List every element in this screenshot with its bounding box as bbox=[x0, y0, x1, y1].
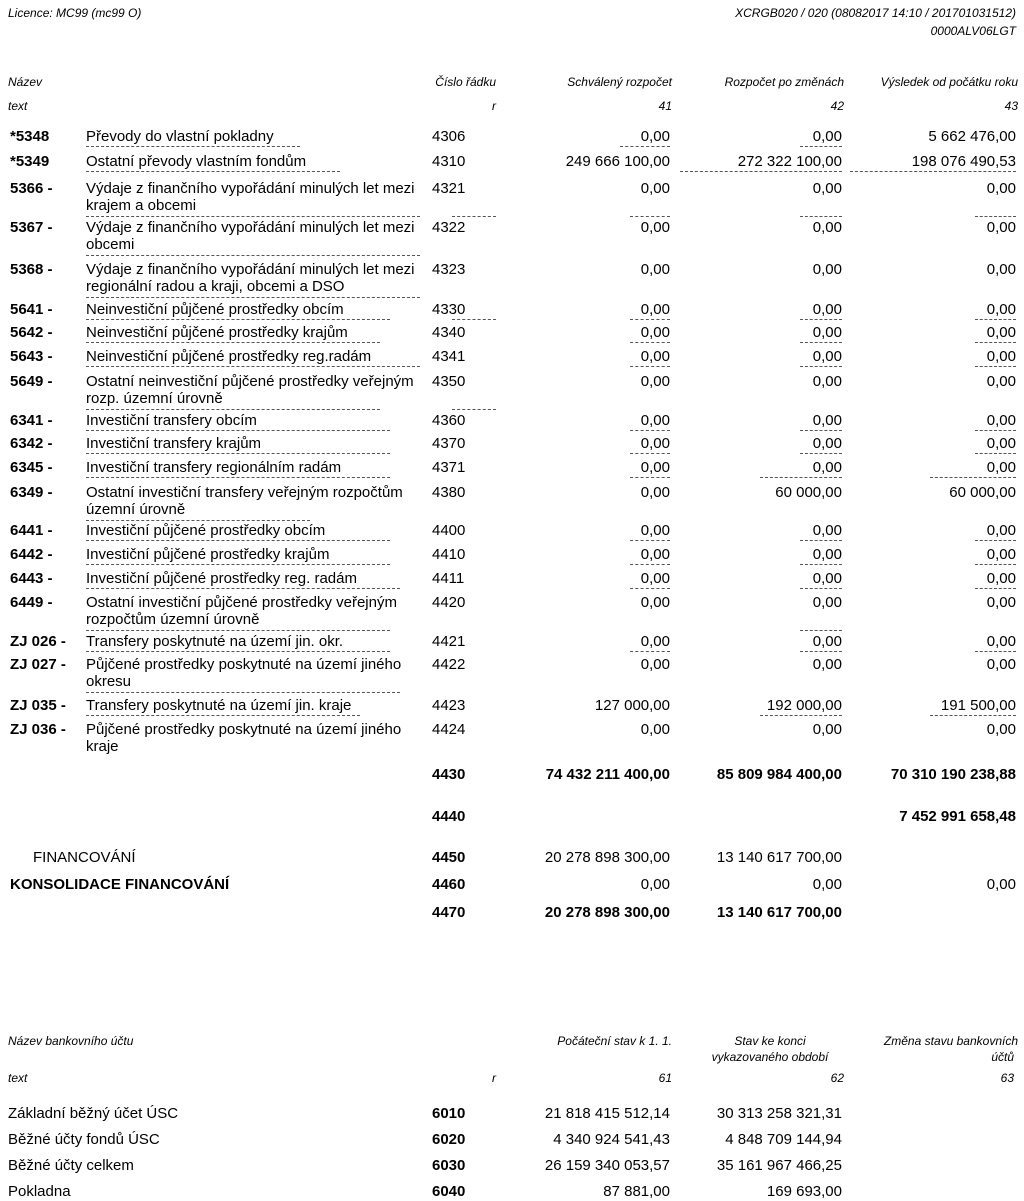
bank-row-number: 6010 bbox=[432, 1105, 466, 1122]
row-divider bbox=[86, 692, 400, 693]
row-after-changes: 0,00 bbox=[812, 656, 842, 673]
row-approved: 127 000,00 bbox=[594, 697, 670, 714]
row-approved: 0,00 bbox=[640, 324, 670, 341]
row-number: 4421 bbox=[432, 633, 466, 650]
konsolidace-result: 0,00 bbox=[986, 876, 1016, 893]
bank-change-label-2: účtů bbox=[991, 1050, 1014, 1064]
row-name: Výdaje z finančního vypořádání minulých let mezi obcemi bbox=[86, 219, 415, 253]
row-divider bbox=[86, 216, 420, 217]
row-divider bbox=[452, 216, 496, 217]
row-result: 191 500,00 bbox=[940, 697, 1016, 714]
row-result: 0,00 bbox=[986, 261, 1016, 278]
row-divider bbox=[975, 453, 1016, 454]
bank-row-end: 35 161 967 466,25 bbox=[716, 1157, 842, 1174]
row-name: Půjčené prostředky poskytnuté na území jiného okresu bbox=[86, 656, 402, 690]
row-name: Investiční půjčené prostředky krajům bbox=[86, 546, 330, 563]
row-name: Neinvestiční půjčené prostředky krajům bbox=[86, 324, 348, 341]
total-4430-approved: 74 432 211 400,00 bbox=[545, 766, 670, 783]
bank-row-number: 6020 bbox=[432, 1131, 466, 1148]
bank-row-number: 6040 bbox=[432, 1183, 466, 1200]
row-divider bbox=[975, 540, 1016, 541]
row-divider bbox=[86, 630, 390, 631]
row-approved: 0,00 bbox=[640, 484, 670, 501]
row-code: 6349 - bbox=[10, 484, 53, 501]
row-divider bbox=[86, 409, 380, 410]
row-name: Investiční transfery regionálním radám bbox=[86, 459, 342, 476]
row-number: 4422 bbox=[432, 656, 466, 673]
col-name-label: Název bbox=[8, 75, 43, 89]
row-approved: 0,00 bbox=[640, 348, 670, 365]
row-result: 0,00 bbox=[986, 180, 1016, 197]
row-divider bbox=[86, 477, 390, 478]
row-divider bbox=[760, 477, 842, 478]
row-approved: 0,00 bbox=[640, 435, 670, 452]
total-4430-result: 70 310 190 238,88 bbox=[890, 766, 1016, 783]
row-after-changes: 0,00 bbox=[812, 594, 842, 611]
row-result: 0,00 bbox=[986, 219, 1016, 236]
row-code: 5367 - bbox=[10, 219, 53, 236]
row-result: 0,00 bbox=[986, 373, 1016, 390]
row-after-changes: 0,00 bbox=[812, 219, 842, 236]
row-name: Výdaje z finančního vypořádání minulých let mezi regionální radou a kraji, obcemi a DSO bbox=[86, 261, 415, 295]
row-after-changes: 0,00 bbox=[812, 128, 842, 145]
row-number: 4322 bbox=[432, 219, 466, 236]
row-number: 4360 bbox=[432, 412, 466, 429]
row-after-changes: 0,00 bbox=[812, 546, 842, 563]
row-code: 5641 - bbox=[10, 301, 53, 318]
bank-end-label-2: vykazovaného období bbox=[711, 1050, 829, 1064]
row-divider bbox=[975, 366, 1016, 367]
col-41-label: 41 bbox=[658, 99, 672, 113]
row-number: 4370 bbox=[432, 435, 466, 452]
row-divider bbox=[800, 453, 842, 454]
row-approved: 0,00 bbox=[640, 721, 670, 738]
row-number: 4323 bbox=[432, 261, 466, 278]
row-divider bbox=[630, 564, 670, 565]
row-divider bbox=[86, 453, 390, 454]
row-result: 0,00 bbox=[986, 459, 1016, 476]
row-divider bbox=[630, 319, 670, 320]
row-result: 0,00 bbox=[986, 721, 1016, 738]
row-divider bbox=[86, 319, 390, 320]
row-after-changes: 60 000,00 bbox=[775, 484, 842, 501]
total-4430-after-changes: 85 809 984 400,00 bbox=[716, 766, 842, 783]
financovani-num: 4450 bbox=[432, 849, 466, 866]
row-code: 5643 - bbox=[10, 348, 53, 365]
row-divider bbox=[850, 171, 1016, 172]
row-code: ZJ 026 - bbox=[10, 633, 66, 650]
col-42-label: 42 bbox=[830, 99, 844, 113]
row-divider bbox=[930, 715, 1016, 716]
bank-end-label-1: Stav ke konci bbox=[734, 1034, 806, 1048]
row-code: 6441 - bbox=[10, 522, 53, 539]
bank-r-label: r bbox=[492, 1071, 496, 1085]
row-after-changes: 0,00 bbox=[812, 721, 842, 738]
row-number: 4420 bbox=[432, 594, 466, 611]
row-code: 5649 - bbox=[10, 373, 53, 390]
row-approved: 0,00 bbox=[640, 373, 670, 390]
row-after-changes: 0,00 bbox=[812, 522, 842, 539]
row-divider bbox=[975, 564, 1016, 565]
bank-start-label: Počáteční stav k 1. 1. bbox=[557, 1034, 672, 1048]
row-after-changes: 0,00 bbox=[812, 435, 842, 452]
row-name: Neinvestiční půjčené prostředky reg.radám bbox=[86, 348, 372, 365]
row-after-changes: 0,00 bbox=[812, 633, 842, 650]
row-code: 6341 - bbox=[10, 412, 53, 429]
row-approved: 0,00 bbox=[640, 261, 670, 278]
row-number: 4423 bbox=[432, 697, 466, 714]
bank-row-name: Základní běžný účet ÚSC bbox=[8, 1105, 179, 1122]
bank-col-63-label: 63 bbox=[1000, 1071, 1014, 1085]
bank-col-62-label: 62 bbox=[830, 1071, 844, 1085]
row-name: Investiční půjčené prostředky reg. radám bbox=[86, 570, 357, 587]
row-code: 6449 - bbox=[10, 594, 53, 611]
col-number-label: Číslo řádku bbox=[435, 75, 496, 89]
row-result: 0,00 bbox=[986, 656, 1016, 673]
row-number: 4341 bbox=[432, 348, 466, 365]
bank-change-label-1: Změna stavu bankovních bbox=[883, 1034, 1018, 1048]
row-name: Převody do vlastní pokladny bbox=[86, 128, 274, 145]
total-4470-approved: 20 278 898 300,00 bbox=[544, 904, 670, 921]
row-number: 4411 bbox=[432, 570, 465, 587]
bank-text-label: text bbox=[8, 1071, 28, 1085]
financovani-after-changes: 13 140 617 700,00 bbox=[716, 849, 842, 866]
konsolidace-after-changes: 0,00 bbox=[812, 876, 842, 893]
row-divider bbox=[975, 319, 1016, 320]
row-result: 60 000,00 bbox=[949, 484, 1016, 501]
row-divider bbox=[630, 588, 670, 589]
row-divider bbox=[800, 630, 842, 631]
licence-text: Licence: MC99 (mc99 O) bbox=[8, 6, 142, 20]
row-divider bbox=[86, 171, 340, 172]
row-approved: 0,00 bbox=[640, 633, 670, 650]
row-code: 5366 - bbox=[10, 180, 53, 197]
row-result: 0,00 bbox=[986, 348, 1016, 365]
row-divider bbox=[86, 651, 390, 652]
row-code: 6345 - bbox=[10, 459, 53, 476]
row-divider bbox=[800, 146, 842, 147]
row-number: 4340 bbox=[432, 324, 466, 341]
row-number: 4424 bbox=[432, 721, 466, 738]
row-number: 4410 bbox=[432, 546, 466, 563]
row-number: 4321 bbox=[432, 180, 466, 197]
bank-row-end: 169 693,00 bbox=[766, 1183, 842, 1200]
row-after-changes: 0,00 bbox=[812, 301, 842, 318]
row-after-changes: 192 000,00 bbox=[766, 697, 842, 714]
row-divider bbox=[975, 216, 1016, 217]
row-result: 0,00 bbox=[986, 412, 1016, 429]
row-name: Investiční půjčené prostředky obcím bbox=[86, 522, 326, 539]
row-result: 0,00 bbox=[986, 546, 1016, 563]
row-divider bbox=[630, 651, 670, 652]
row-divider bbox=[86, 715, 360, 716]
row-name: Ostatní neinvestiční půjčené prostředky veřejným rozp. územní úrovně bbox=[86, 373, 414, 407]
row-result: 0,00 bbox=[986, 633, 1016, 650]
row-code: 6342 - bbox=[10, 435, 53, 452]
col-result-label: Výsledek od počátku roku bbox=[880, 75, 1018, 89]
row-after-changes: 0,00 bbox=[812, 459, 842, 476]
row-divider bbox=[930, 477, 1016, 478]
row-divider bbox=[630, 366, 670, 367]
row-divider bbox=[86, 540, 390, 541]
row-divider bbox=[452, 409, 496, 410]
row-divider bbox=[975, 651, 1016, 652]
row-approved: 0,00 bbox=[640, 570, 670, 587]
total-4470-after-changes: 13 140 617 700,00 bbox=[716, 904, 842, 921]
row-divider bbox=[86, 255, 420, 256]
row-approved: 0,00 bbox=[640, 546, 670, 563]
row-approved: 0,00 bbox=[640, 459, 670, 476]
row-result: 0,00 bbox=[986, 435, 1016, 452]
row-divider bbox=[86, 520, 310, 521]
row-divider bbox=[86, 366, 420, 367]
row-number: 4350 bbox=[432, 373, 466, 390]
row-code: ZJ 027 - bbox=[10, 656, 66, 673]
financovani-label: FINANCOVÁNÍ bbox=[33, 849, 136, 866]
row-code: ZJ 036 - bbox=[10, 721, 66, 738]
row-divider bbox=[86, 297, 420, 298]
bank-name-label: Název bankovního účtu bbox=[8, 1034, 134, 1048]
row-divider bbox=[800, 366, 842, 367]
row-divider bbox=[630, 430, 670, 431]
row-approved: 0,00 bbox=[640, 180, 670, 197]
row-divider bbox=[800, 540, 842, 541]
row-number: 4310 bbox=[432, 153, 466, 170]
row-approved: 249 666 100,00 bbox=[565, 153, 670, 170]
report-id: XCRGB020 / 020 (08082017 14:10 / 201701031512) bbox=[735, 6, 1016, 20]
row-number: 4330 bbox=[432, 301, 466, 318]
row-divider bbox=[86, 146, 300, 147]
report-code: 0000ALV06LGT bbox=[930, 24, 1016, 38]
row-after-changes: 0,00 bbox=[812, 348, 842, 365]
row-result: 0,00 bbox=[986, 301, 1016, 318]
row-divider bbox=[975, 342, 1016, 343]
bank-row-end: 30 313 258 321,31 bbox=[716, 1105, 842, 1122]
financovani-approved: 20 278 898 300,00 bbox=[544, 849, 670, 866]
row-approved: 0,00 bbox=[640, 594, 670, 611]
row-divider bbox=[800, 430, 842, 431]
row-after-changes: 0,00 bbox=[812, 570, 842, 587]
row-after-changes: 0,00 bbox=[812, 412, 842, 429]
row-name: Ostatní investiční půjčené prostředky veřejným rozpočtům územní úrovně bbox=[86, 594, 397, 628]
row-divider bbox=[800, 651, 842, 652]
row-divider bbox=[630, 453, 670, 454]
konsolidace-num: 4460 bbox=[432, 876, 466, 893]
bank-row-name: Běžné účty fondů ÚSC bbox=[8, 1131, 160, 1148]
row-code: *5348 bbox=[10, 128, 50, 145]
row-number: 4371 bbox=[432, 459, 466, 476]
row-after-changes: 0,00 bbox=[812, 373, 842, 390]
row-divider bbox=[630, 216, 670, 217]
row-approved: 0,00 bbox=[640, 219, 670, 236]
row-divider bbox=[86, 342, 380, 343]
row-approved: 0,00 bbox=[640, 656, 670, 673]
row-result: 0,00 bbox=[986, 594, 1016, 611]
row-divider bbox=[760, 715, 842, 716]
row-code: 5642 - bbox=[10, 324, 53, 341]
bank-row-end: 4 848 709 144,94 bbox=[725, 1131, 842, 1148]
row-divider bbox=[800, 216, 842, 217]
col-after-changes-label: Rozpočet po změnách bbox=[724, 75, 844, 89]
row-approved: 0,00 bbox=[640, 301, 670, 318]
total-4440-result: 7 452 991 658,48 bbox=[899, 808, 1016, 825]
row-divider bbox=[86, 564, 390, 565]
row-after-changes: 0,00 bbox=[812, 180, 842, 197]
row-number: 4380 bbox=[432, 484, 466, 501]
row-result: 198 076 490,53 bbox=[911, 153, 1016, 170]
row-divider bbox=[630, 477, 670, 478]
row-approved: 0,00 bbox=[640, 128, 670, 145]
row-code: 6442 - bbox=[10, 546, 53, 563]
total-4440-num: 4440 bbox=[432, 808, 466, 825]
total-4470-num: 4470 bbox=[432, 904, 466, 921]
row-divider bbox=[86, 588, 400, 589]
row-divider bbox=[975, 430, 1016, 431]
konsolidace-label: KONSOLIDACE FINANCOVÁNÍ bbox=[10, 876, 230, 893]
row-name: Půjčené prostředky poskytnuté na území jiného kraje bbox=[86, 721, 402, 755]
row-name: Neinvestiční půjčené prostředky obcím bbox=[86, 301, 344, 318]
row-divider bbox=[86, 430, 390, 431]
bank-row-start: 4 340 924 541,43 bbox=[553, 1131, 670, 1148]
row-divider bbox=[630, 342, 670, 343]
bank-row-start: 26 159 340 053,57 bbox=[544, 1157, 670, 1174]
row-divider bbox=[620, 146, 670, 147]
row-number: 4306 bbox=[432, 128, 466, 145]
row-result: 0,00 bbox=[986, 522, 1016, 539]
row-name: Výdaje z finančního vypořádání minulých let mezi krajem a obcemi bbox=[86, 180, 415, 214]
col-text-label: text bbox=[8, 99, 28, 113]
row-divider bbox=[800, 564, 842, 565]
row-name: Investiční transfery krajům bbox=[86, 435, 262, 452]
row-code: 6443 - bbox=[10, 570, 53, 587]
row-name: Investiční transfery obcím bbox=[86, 412, 257, 429]
row-name: Ostatní investiční transfery veřejným rozpočtům územní úrovně bbox=[86, 484, 403, 518]
bank-row-start: 87 881,00 bbox=[603, 1183, 670, 1200]
row-code: *5349 bbox=[10, 153, 50, 170]
row-divider bbox=[975, 588, 1016, 589]
total-4430-num: 4430 bbox=[432, 766, 466, 783]
row-name: Transfery poskytnuté na území jin. okr. bbox=[86, 633, 344, 650]
row-result: 0,00 bbox=[986, 324, 1016, 341]
row-approved: 0,00 bbox=[640, 412, 670, 429]
row-divider bbox=[680, 171, 842, 172]
row-code: ZJ 035 - bbox=[10, 697, 66, 714]
row-divider bbox=[800, 342, 842, 343]
bank-col-61-label: 61 bbox=[658, 1071, 672, 1085]
bank-row-start: 21 818 415 512,14 bbox=[544, 1105, 670, 1122]
row-divider bbox=[452, 319, 496, 320]
row-result: 5 662 476,00 bbox=[928, 128, 1016, 145]
bank-row-name: Běžné účty celkem bbox=[8, 1157, 134, 1174]
col-r-label: r bbox=[492, 99, 496, 113]
bank-row-name: Pokladna bbox=[8, 1183, 71, 1200]
col-43-label: 43 bbox=[1004, 99, 1018, 113]
row-name: Ostatní převody vlastním fondům bbox=[86, 153, 307, 170]
row-divider bbox=[630, 540, 670, 541]
row-name: Transfery poskytnuté na území jin. kraje bbox=[86, 697, 352, 714]
row-result: 0,00 bbox=[986, 570, 1016, 587]
konsolidace-approved: 0,00 bbox=[640, 876, 670, 893]
row-approved: 0,00 bbox=[640, 522, 670, 539]
row-after-changes: 0,00 bbox=[812, 261, 842, 278]
bank-row-number: 6030 bbox=[432, 1157, 466, 1174]
row-code: 5368 - bbox=[10, 261, 53, 278]
row-number: 4400 bbox=[432, 522, 466, 539]
row-after-changes: 0,00 bbox=[812, 324, 842, 341]
col-approved-label: Schválený rozpočet bbox=[567, 75, 672, 89]
row-after-changes: 272 322 100,00 bbox=[737, 153, 842, 170]
row-divider bbox=[800, 319, 842, 320]
row-divider bbox=[800, 588, 842, 589]
